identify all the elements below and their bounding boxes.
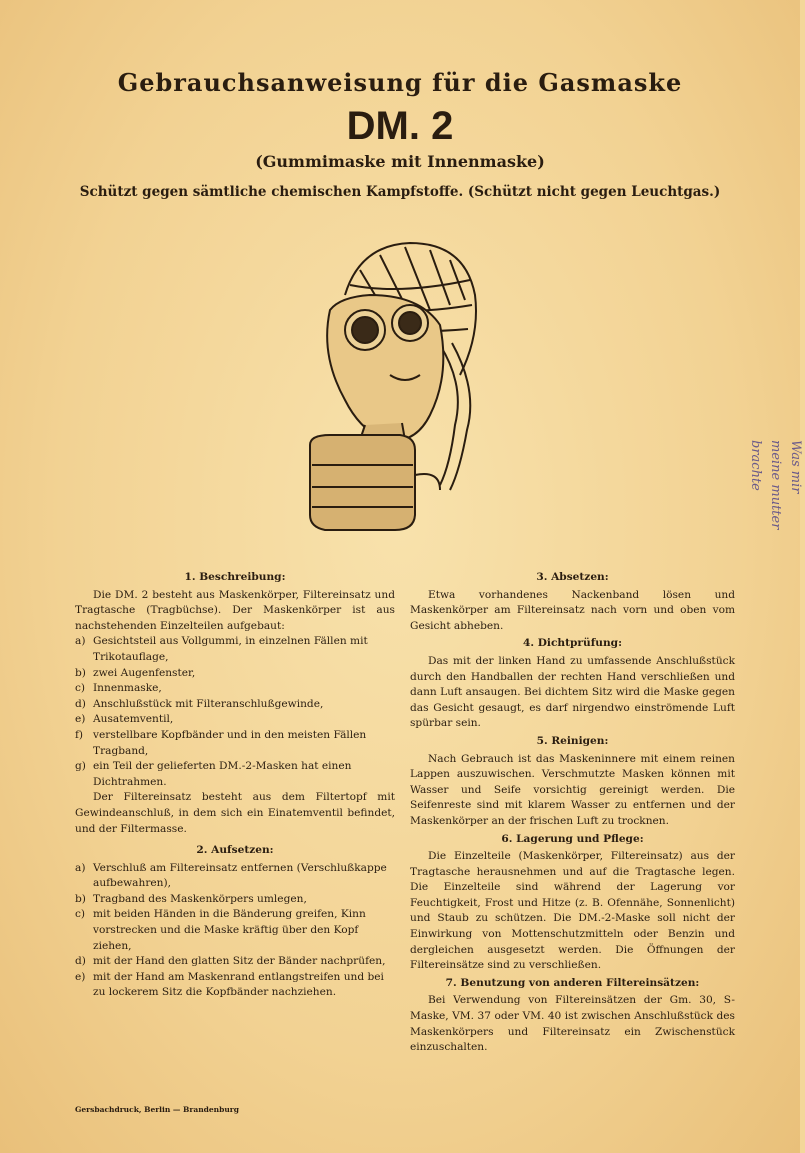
list-item [75, 759, 395, 790]
list-item [75, 712, 395, 728]
section-text: Die DM. 2 besteht aus Maskenkörper, Filtereinsatz und Tragtasche (Tragbüchse). Der Maskenkörper ist aus nachstehenden Einzelteilen aufgebaut: [75, 588, 395, 632]
list-item [75, 907, 395, 954]
gas-mask-illustration [290, 225, 510, 555]
item-label: d) [75, 697, 86, 710]
section-title: 7. Benutzung von anderen Filtereinsätzen: [445, 976, 700, 989]
section-text: Nach Gebrauch ist das Maskeninnere mit einem reinen Lappen auszuwischen. Verschmutzte Masken können mit Wasser und Seife vorsichtig gereinigt werden. Die Seifenreste sind mit klarem Wasser zu entfernen und der Maskenkörper an der frischen Luft zu trocknen. [410, 752, 735, 827]
section-title: 5. Reinigen: [536, 734, 609, 747]
item-text: ein Teil der gelieferten DM.-2-Masken hat einen Dichtrahmen. [93, 760, 352, 788]
subtitle: (Gummimaske mit Innenmaske) [255, 152, 545, 171]
parts-list [75, 634, 395, 790]
item-text: Innenmaske, [93, 682, 162, 695]
section-text: Der Filtereinsatz besteht aus dem Filtertopf mit Gewindeanschluß, in dem sich ein Einatemventil befindet, und der Filtermasse. [75, 791, 395, 835]
section-title: 3. Absetzen: [536, 571, 609, 583]
item-text: Anschlußstück mit Filteranschlußgewinde, [93, 697, 324, 710]
handwriting-line: meine mutter [768, 440, 783, 530]
list-item [75, 728, 395, 759]
item-label: e) [75, 713, 86, 726]
document-title: Gebrauchsanweisung für die Gasmaske [117, 68, 683, 97]
handwriting-line: brachte [748, 440, 763, 491]
left-column [75, 568, 395, 1001]
list-item [75, 861, 395, 892]
item-label: g) [75, 760, 86, 773]
section-title: 2. Aufsetzen: [196, 844, 274, 857]
item-text: Ausatemventil, [93, 713, 174, 726]
item-text: verstellbare Kopfbänder und in den meisten Fällen Tragband, [93, 728, 367, 757]
item-label: f) [75, 728, 84, 741]
item-text: mit der Hand am Maskenrand entlangstreifen und bei zu lockerem Sitz die Kopfbänder nachziehen. [93, 970, 384, 999]
item-label: a) [75, 635, 86, 648]
item-label: b) [75, 666, 86, 679]
section-text: Etwa vorhandenes Nackenband lösen und Maskenkörper am Filtereinsatz nach vorn und oben vom Gesicht abheben. [410, 588, 735, 632]
item-label: d) [75, 955, 86, 968]
section-text: Das mit der linken Hand zu umfassende Anschlußstück durch den Handballen der rechten Hand verschließen und dann Luft ansaugen. Bei dichtem Sitz wird die Maske gegen das Gesicht gesaugt, es darf nirgendwo einströmende Luft spürbar sein. [410, 654, 735, 730]
list-item [75, 970, 395, 1001]
handwritten-note [675, 440, 805, 540]
printer-imprint: Gersbachdruck, Berlin — Brandenburg [75, 1105, 240, 1114]
section-title: 4. Dichtprüfung: [523, 637, 622, 650]
item-text: Verschluß am Filtereinsatz entfernen (Verschlußkappe aufbewahren), [93, 861, 387, 890]
handwriting-line: Was mir [788, 440, 803, 494]
section-text: Bei Verwendung von Filtereinsätzen der Gm. 30, S-Maske, VM. 37 oder VM. 40 ist zwischen Anschlußstück des Maskenkörpers und Filtereinsatz ein Zwischenstück einzuschalten. [410, 994, 735, 1054]
item-label: a) [75, 861, 86, 874]
list-item [75, 697, 395, 713]
model-name: DM. 2 [346, 104, 454, 148]
list-item [75, 666, 395, 682]
item-text: Tragband des Maskenkörpers umlegen, [93, 892, 307, 905]
item-text: Gesichtsteil aus Vollgummi, in einzelnen Fällen mit Trikotauflage, [93, 635, 368, 663]
list-item [75, 954, 395, 970]
steps-list [75, 861, 395, 1001]
item-text: mit beiden Händen in die Bänderung greifen, Kinn vorstrecken und die Maske kräftig über den Kopf ziehen, [93, 908, 366, 952]
item-text: mit der Hand den glatten Sitz der Bänder nachprüfen, [93, 955, 386, 968]
item-label: e) [75, 970, 86, 983]
item-label: c) [75, 682, 86, 695]
section-title: 1. Beschreibung: [184, 571, 286, 583]
protection-note: Schützt gegen sämtliche chemischen Kampfstoffe. (Schützt nicht gegen Leuchtgas.) [79, 184, 721, 200]
list-item [75, 892, 395, 908]
list-item [75, 681, 395, 697]
right-column [410, 568, 735, 1056]
list-item [75, 634, 395, 665]
item-label: b) [75, 892, 86, 905]
section-text: Die Einzelteile (Maskenkörper, Filtereinsatz) aus der Tragtasche herausnehmen und auf die Tragtasche legen. Die Einzelteile sind während der Lagerung vor Feuchtigkeit, Frost und Hitze (z. B. Ofennähe, Sonnenlicht) und Staub zu schützen. Die DM.-2-Maske soll nicht der Einwirkung von Mottenschutzmitteln oder Benzin und dergleichen ausgesetzt werden. Die Öffnungen der Filtereinsätze sind zu verschließen. [410, 850, 735, 972]
section-title: 6. Lagerung und Pflege: [501, 832, 644, 845]
item-label: c) [75, 908, 86, 921]
item-text: zwei Augenfenster, [93, 666, 196, 679]
